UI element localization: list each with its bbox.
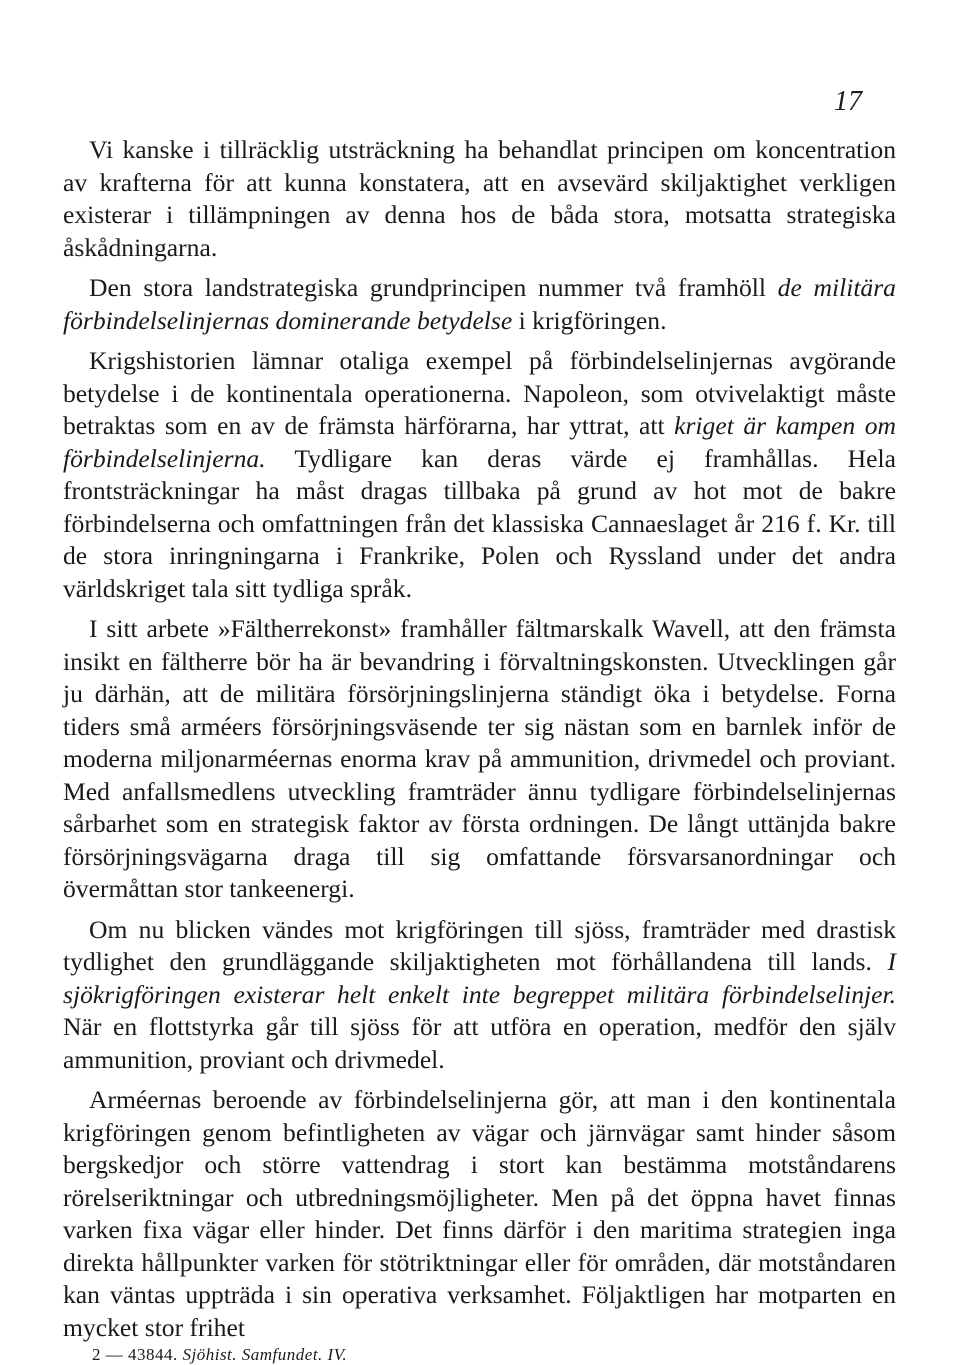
text-run: i krigföringen. xyxy=(512,305,667,335)
text-run: Tydligare kan deras värde ej framhållas. Hela frontsträckningar ha måst dragas tillbaka på grund av hot mot de bakre förbindelserna och omfattningen från det klassiska Cannaeslaget år 216 f. Kr. till de stora inringningarna i Frankrike, Polen och Ryssland under det andra världskriget tala sitt tydliga språk. xyxy=(63,443,896,603)
text-run: Krigshistorien lämnar otaliga exempel på förbindelselinjernas avgörande betydelse i de kontinentala operationerna. Napoleon, som otvivelaktigt måste betraktas som en av de främsta härförarna, har yttrat, att xyxy=(63,346,896,440)
paragraph xyxy=(63,914,896,1077)
text-run: När en flottstyrka går till sjöss för att utföra en operation, medför den själv ammunition, proviant och drivmedel. xyxy=(63,1012,896,1074)
paragraph xyxy=(63,272,896,337)
signature-number: 2 — 43844. xyxy=(92,1345,178,1364)
italic-emphasis: I sjökrigföringen existerar helt enkelt inte begreppet militära förbindelselinjer. xyxy=(63,947,896,1009)
text-run: I sitt arbete »Fältherrekonst» framhåller fältmarskalk Wavell, att den främsta insikt en fältherre bör ha är bevandring i förvaltningskonsten. Utvecklingen går ju därhän, att de militära försörjningslinjerna ständigt öka i betydelse. Forna tiders små arméers försörjningsväsende ter sig nästan som en barnlek inför de moderna miljonarméernas enorma krav på ammunition, drivmedel och proviant. Med anfallsmedlens utveckling framträder ännu tydligare förbindelselinjernas sårbarhet som en strategisk faktor av första ordningen. De långt uttänjda bakre försörjningsvägarna draga till sig omfattande försvarsanordningar och övermåttan stor tankeenergi. xyxy=(63,614,896,903)
page-number: 17 xyxy=(834,86,862,117)
text-run: Arméernas beroende av förbindelselinjerna gör, att man i den kontinentala krigföringen genom befintligheten av vägar och järnvägar samt hinder såsom bergskedjor och större vattendrag i stort kan bestämma motståndarens rörelseriktningar och utbredningsmöjligheter. Men på det öppna havet finnas varken fixa vägar eller hinder. Det finns därför i den maritima strategien inga direkta hållpunkter varken för stötriktningar eller för områden, där motståndaren kan väntas uppträda i sin operativa verksamhet. Följaktligen har motparten en mycket stor frihet xyxy=(63,1085,896,1342)
text-run: Om nu blicken vändes mot krigföringen till sjöss, framträder med drastisk tydlighet den grundläggande skiljaktigheten mot förhållandena till lands. xyxy=(63,914,896,976)
italic-emphasis: de militära förbindelselinjernas dominerande betydelse xyxy=(63,273,896,335)
printer-signature xyxy=(92,1345,347,1365)
paragraph xyxy=(63,345,896,605)
signature-title: Sjöhist. Samfundet. IV. xyxy=(182,1345,348,1364)
body-text xyxy=(63,134,896,1344)
paragraph xyxy=(63,613,896,906)
paragraph xyxy=(63,134,896,264)
text-run: Vi kanske i tillräcklig utsträckning ha behandlat principen om koncentration av krafterna för att kunna konstatera, att en avsevärd skiljaktighet verkligen existerar i tillämpningen av denna hos de båda stora, motsatta strategiska åskådningarna. xyxy=(63,135,896,262)
paragraph xyxy=(63,1084,896,1344)
italic-emphasis: kriget är kampen om förbindelselinjerna. xyxy=(63,411,897,473)
text-run: Den stora landstrategiska grundprincipen nummer två framhöll xyxy=(89,273,778,302)
